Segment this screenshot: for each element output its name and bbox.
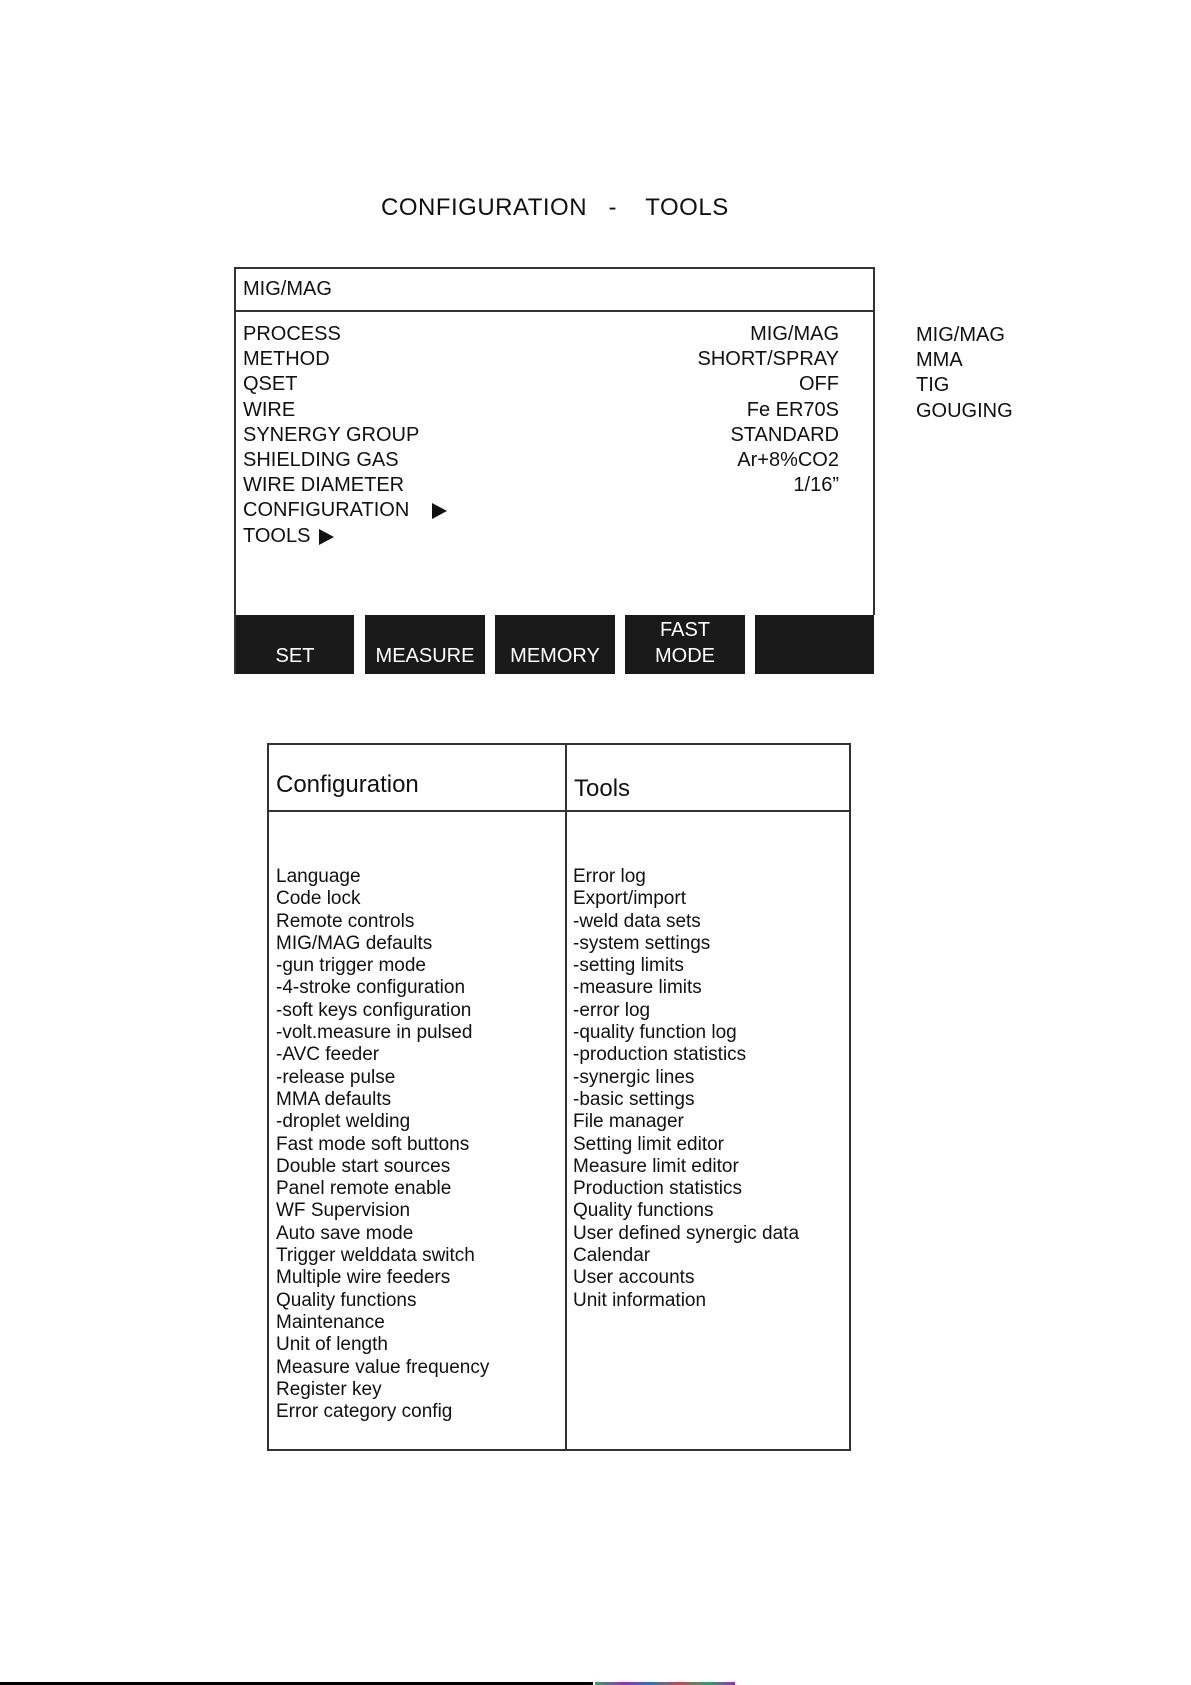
configuration-item: Fast mode soft buttons (276, 1133, 470, 1155)
tools-item: -production statistics (573, 1044, 747, 1066)
column-divider (565, 745, 567, 1449)
row-label: QSET (243, 373, 298, 396)
configuration-item: -droplet welding (276, 1111, 411, 1133)
menu-row-wire-diameter[interactable] (243, 474, 839, 499)
configuration-item: -volt.measure in pulsed (276, 1022, 473, 1044)
page-title: CONFIGURATION - TOOLS (381, 194, 729, 221)
configuration-item: Language (276, 866, 361, 887)
configuration-item: -soft keys configuration (276, 999, 472, 1021)
configuration-item: Unit of length (276, 1334, 388, 1356)
tools-item: Unit information (573, 1289, 707, 1311)
menu-row-method[interactable] (243, 348, 839, 373)
header-tools: Tools (567, 745, 849, 812)
configuration-item: Double start sources (276, 1155, 451, 1177)
softkey-memory[interactable] (495, 615, 615, 674)
config-tools-table (267, 743, 851, 1451)
row-value: STANDARD (730, 423, 839, 446)
row-label: PROCESS (243, 323, 341, 345)
menu-row-shielding-gas[interactable] (243, 449, 839, 474)
tools-list (573, 866, 799, 1312)
process-option[interactable]: TIG (916, 374, 950, 397)
welder-display-screen (234, 267, 875, 674)
configuration-item: -gun trigger mode (276, 955, 426, 977)
row-value: Ar+8%CO2 (737, 449, 839, 471)
row-value: MIG/MAG (750, 323, 839, 345)
tools-item: Export/import (573, 888, 686, 910)
header-configuration: Configuration (269, 745, 565, 812)
configuration-item: MIG/MAG defaults (276, 932, 433, 954)
configuration-item: Measure value frequency (276, 1356, 490, 1378)
tools-item: Error log (573, 866, 646, 887)
configuration-item: Quality functions (276, 1289, 417, 1311)
tools-item: -measure limits (573, 977, 702, 999)
tools-item: -quality function log (573, 1022, 737, 1044)
tools-item: -error log (573, 999, 651, 1021)
arrow-right-icon (432, 503, 447, 519)
softkey-line2: SET (275, 645, 315, 667)
tools-item: Measure limit editor (573, 1155, 739, 1177)
softkey-line2: MEMORY (510, 645, 600, 667)
configuration-item: Maintenance (276, 1311, 385, 1333)
row-value: SHORT/SPRAY (697, 348, 839, 371)
configuration-item: -release pulse (276, 1066, 396, 1088)
softkey-line1 (495, 615, 615, 645)
row-label: METHOD (243, 348, 330, 371)
configuration-item: Error category config (276, 1401, 453, 1423)
tools-item: Setting limit editor (573, 1133, 725, 1155)
process-option[interactable]: MMA (916, 349, 963, 372)
arrow-right-icon (319, 529, 334, 545)
row-value: Fe ER70S (746, 398, 839, 421)
menu-row-wire[interactable] (243, 399, 839, 424)
process-option[interactable]: MIG/MAG (916, 324, 1005, 346)
tools-item: -weld data sets (573, 910, 701, 932)
row-value: 1/16” (793, 474, 839, 497)
tools-item: File manager (573, 1111, 684, 1133)
tools-item: User accounts (573, 1267, 695, 1289)
tools-item: -synergic lines (573, 1066, 695, 1088)
menu-row-process[interactable] (243, 323, 839, 348)
softkey-mode[interactable] (625, 615, 745, 674)
menu-row-synergy-group[interactable] (243, 424, 839, 449)
softkey-set[interactable] (236, 615, 354, 674)
tools-item: Calendar (573, 1245, 651, 1267)
tools-item: User defined synergic data (573, 1222, 800, 1244)
configuration-item: -AVC feeder (276, 1044, 380, 1066)
softkey-line1 (236, 615, 354, 645)
softkey-blank[interactable] (755, 615, 874, 674)
softkey-measure[interactable] (365, 615, 485, 674)
configuration-item: WF Supervision (276, 1200, 411, 1222)
configuration-item: Trigger welddata switch (276, 1245, 475, 1267)
configuration-item: -4-stroke configuration (276, 977, 466, 999)
configuration-item: Panel remote enable (276, 1178, 452, 1200)
softkey-line2: MEASURE (375, 645, 475, 667)
row-label: SHIELDING GAS (243, 449, 399, 471)
configuration-item: Register key (276, 1378, 382, 1400)
softkey-bar (236, 615, 876, 674)
submenu-label: TOOLS (243, 524, 311, 547)
configuration-item: Remote controls (276, 910, 415, 932)
screen-header: MIG/MAG (236, 269, 873, 312)
submenu-tools[interactable] (243, 525, 839, 550)
row-label: WIRE (243, 398, 296, 421)
row-value: OFF (799, 373, 839, 396)
softkey-line1 (755, 615, 874, 645)
menu-row-qset[interactable] (243, 373, 839, 398)
submenu-label: CONFIGURATION (243, 499, 410, 522)
row-label: WIRE DIAMETER (243, 474, 405, 497)
tools-item: -setting limits (573, 955, 684, 977)
softkey-line2: MODE (655, 645, 715, 667)
process-options-list (916, 323, 1013, 424)
configuration-item: MMA defaults (276, 1088, 392, 1110)
tools-item: Quality functions (573, 1200, 714, 1222)
configuration-item: Auto save mode (276, 1222, 414, 1244)
process-option[interactable]: GOUGING (916, 399, 1013, 422)
tools-item: -system settings (573, 932, 711, 954)
row-label: SYNERGY GROUP (243, 423, 420, 446)
submenu-configuration[interactable] (243, 499, 839, 524)
configuration-item: Code lock (276, 888, 361, 910)
softkey-line1 (365, 615, 485, 645)
configuration-item: Multiple wire feeders (276, 1267, 451, 1289)
tools-item: -basic settings (573, 1088, 695, 1110)
configuration-list (276, 866, 489, 1423)
tools-item: Production statistics (573, 1178, 742, 1200)
softkey-line1: FAST (659, 619, 710, 641)
